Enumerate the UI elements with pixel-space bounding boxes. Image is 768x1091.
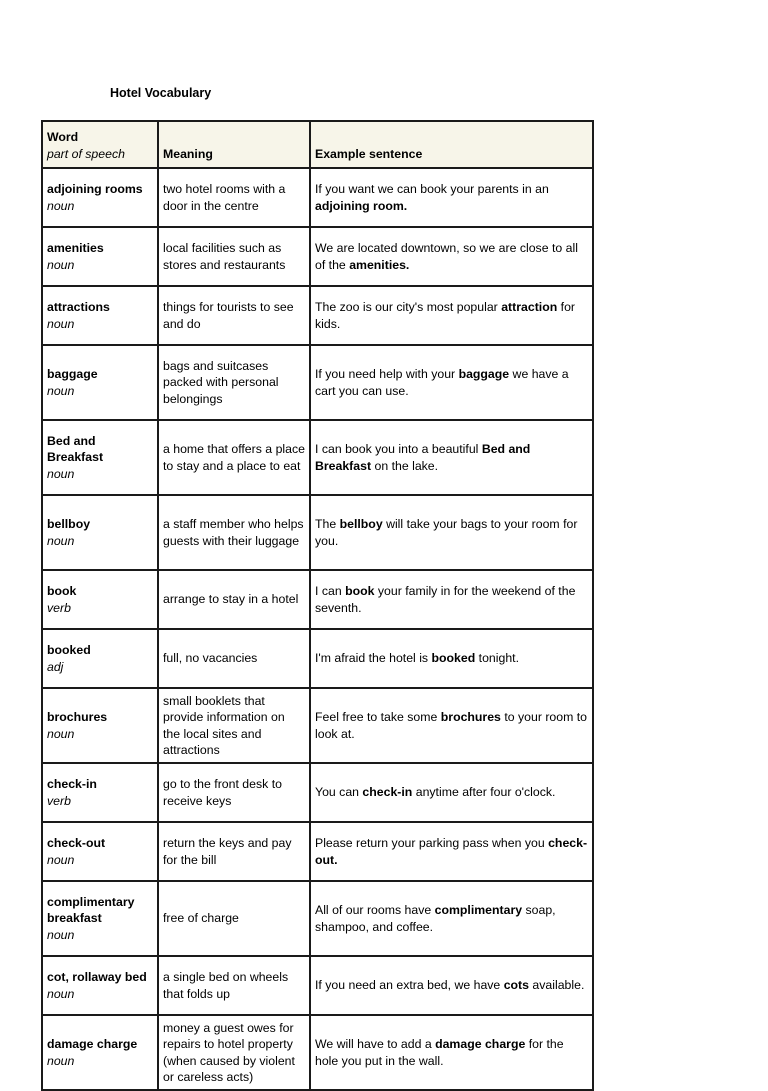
example-sentence-cell: [310, 688, 593, 763]
table-row: [42, 168, 593, 227]
sentence-text: we have a cart you can use.: [315, 367, 569, 398]
meaning-cell: full, no vacancies: [158, 629, 310, 688]
word-cell: [42, 629, 158, 688]
word-cell: [42, 420, 158, 495]
example-sentence-cell: [310, 881, 593, 956]
word-cell: [42, 763, 158, 822]
word-cell: [42, 1015, 158, 1090]
meaning-cell: a single bed on wheels that folds up: [158, 956, 310, 1015]
table-row: [42, 956, 593, 1015]
meaning-cell: things for tourists to see and do: [158, 286, 310, 345]
meaning-cell: bags and suitcases packed with personal belongings: [158, 345, 310, 420]
vocabulary-term: attractions: [47, 300, 110, 315]
part-of-speech: noun: [47, 852, 75, 867]
part-of-speech: noun: [47, 257, 75, 272]
word-cell: [42, 956, 158, 1015]
part-of-speech: noun: [47, 1053, 75, 1068]
part-of-speech: noun: [47, 316, 75, 331]
example-sentence-cell: [310, 495, 593, 570]
example-sentence-cell: [310, 1015, 593, 1090]
meaning-cell: local facilities such as stores and restaurants: [158, 227, 310, 286]
vocabulary-term: check-in: [47, 777, 97, 792]
vocabulary-term: damage charge: [47, 1037, 138, 1052]
example-sentence-cell: [310, 629, 593, 688]
sentence-text: on the lake.: [371, 458, 439, 473]
vocabulary-term: adjoining rooms: [47, 182, 143, 197]
column-header-meaning: [158, 121, 310, 168]
highlighted-term: baggage: [458, 367, 510, 382]
meaning-cell: a staff member who helps guests with their luggage: [158, 495, 310, 570]
highlighted-term: bellboy: [339, 517, 383, 532]
sentence-text: All of our rooms have: [315, 903, 435, 918]
part-of-speech: adj: [47, 659, 64, 674]
vocabulary-term: complimentary breakfast: [47, 894, 135, 926]
highlighted-term: cots: [503, 978, 529, 993]
table-row: [42, 822, 593, 881]
part-of-speech: verb: [47, 600, 71, 615]
word-cell: [42, 227, 158, 286]
vocabulary-term: baggage: [47, 367, 98, 382]
highlighted-term: booked: [431, 651, 476, 666]
header-meaning-label: Meaning: [163, 146, 213, 161]
table-row: [42, 420, 593, 495]
word-cell: [42, 570, 158, 629]
sentence-text: for kids.: [315, 300, 576, 331]
vocabulary-term: check-out: [47, 836, 106, 851]
sentence-text: You can: [315, 785, 363, 800]
part-of-speech: noun: [47, 198, 75, 213]
sentence-text: to your room to look at.: [315, 710, 588, 741]
word-cell: [42, 881, 158, 956]
part-of-speech: noun: [47, 986, 75, 1001]
highlighted-term: check-in: [362, 785, 413, 800]
vocabulary-term: bellboy: [47, 517, 91, 532]
highlighted-term: adjoining room.: [315, 198, 408, 213]
highlighted-term: damage charge: [435, 1037, 526, 1052]
vocabulary-table-body: [42, 168, 593, 1090]
meaning-cell: go to the front desk to receive keys: [158, 763, 310, 822]
sentence-text: We will have to add a: [315, 1037, 436, 1052]
sentence-text: If you need an extra bed, we have: [315, 978, 504, 993]
table-row: [42, 345, 593, 420]
vocabulary-table: [41, 120, 594, 1091]
vocabulary-term: cot, rollaway bed: [47, 970, 147, 985]
highlighted-term: brochures: [440, 710, 501, 725]
table-row: [42, 1015, 593, 1090]
vocabulary-term: amenities: [47, 241, 104, 256]
highlighted-term: book: [345, 584, 375, 599]
sentence-text: available.: [528, 978, 585, 993]
sentence-text: will take your bags to your room for you.: [315, 517, 578, 548]
part-of-speech: noun: [47, 927, 75, 942]
vocabulary-term: booked: [47, 643, 91, 658]
word-cell: [42, 168, 158, 227]
example-sentence-cell: [310, 168, 593, 227]
part-of-speech: noun: [47, 383, 75, 398]
meaning-cell: return the keys and pay for the bill: [158, 822, 310, 881]
table-row: [42, 570, 593, 629]
meaning-cell: money a guest owes for repairs to hotel property (when caused by violent or careless acts): [158, 1015, 310, 1090]
header-part-of-speech-label: part of speech: [47, 146, 125, 161]
word-cell: [42, 286, 158, 345]
example-sentence-cell: [310, 570, 593, 629]
header-example-label: Example sentence: [315, 146, 423, 161]
meaning-cell: arrange to stay in a hotel: [158, 570, 310, 629]
sentence-text: We are located downtown, so we are close to all of the: [315, 241, 578, 272]
meaning-cell: two hotel rooms with a door in the centre: [158, 168, 310, 227]
sentence-text: I can book you into a beautiful: [315, 442, 482, 457]
example-sentence-cell: [310, 345, 593, 420]
highlighted-term: complimentary: [434, 903, 523, 918]
sentence-text: your family in for the weekend of the seventh.: [315, 584, 576, 615]
vocabulary-term: Bed and Breakfast: [47, 433, 104, 465]
sentence-text: Please return your parking pass when you: [315, 836, 549, 851]
vocabulary-term: brochures: [47, 710, 108, 725]
example-sentence-cell: [310, 420, 593, 495]
part-of-speech: verb: [47, 793, 71, 808]
example-sentence-cell: [310, 822, 593, 881]
table-row: [42, 629, 593, 688]
highlighted-term: attraction: [501, 300, 558, 315]
word-cell: [42, 822, 158, 881]
part-of-speech: noun: [47, 466, 75, 481]
example-sentence-cell: [310, 763, 593, 822]
highlighted-term: amenities.: [349, 257, 410, 272]
table-row: [42, 495, 593, 570]
table-row: [42, 881, 593, 956]
example-sentence-cell: [310, 227, 593, 286]
table-row: [42, 763, 593, 822]
part-of-speech: noun: [47, 726, 75, 741]
column-header-example: [310, 121, 593, 168]
meaning-cell: a home that offers a place to stay and a place to eat: [158, 420, 310, 495]
highlighted-term: Bed and Breakfast: [315, 442, 531, 473]
sentence-text: tonight.: [475, 651, 519, 666]
meaning-cell: free of charge: [158, 881, 310, 956]
sentence-text: I can: [315, 584, 346, 599]
sentence-text: anytime after four o'clock.: [412, 785, 556, 800]
word-cell: [42, 345, 158, 420]
sentence-text: I'm afraid the hotel is: [315, 651, 432, 666]
sentence-text: for the hole you put in the wall.: [315, 1037, 564, 1068]
meaning-cell: small booklets that provide information on the local sites and attractions: [158, 688, 310, 763]
table-row: [42, 227, 593, 286]
column-header-word: [42, 121, 158, 168]
table-header-row: [42, 121, 593, 168]
vocabulary-term: book: [47, 584, 77, 599]
sentence-text: The: [315, 517, 340, 532]
word-cell: [42, 495, 158, 570]
part-of-speech: noun: [47, 533, 75, 548]
highlighted-term: check-out.: [315, 836, 588, 867]
word-cell: [42, 688, 158, 763]
sentence-text: If you want we can book your parents in an: [315, 182, 549, 197]
table-row: [42, 286, 593, 345]
sentence-text: If you need help with your: [315, 367, 459, 382]
header-word-label: Word: [47, 130, 79, 145]
sentence-text: soap, shampoo, and coffee.: [315, 903, 556, 934]
table-row: [42, 688, 593, 763]
example-sentence-cell: [310, 956, 593, 1015]
example-sentence-cell: [310, 286, 593, 345]
sentence-text: The zoo is our city's most popular: [315, 300, 502, 315]
sentence-text: Feel free to take some: [315, 710, 441, 725]
page-title: Hotel Vocabulary: [110, 86, 212, 100]
